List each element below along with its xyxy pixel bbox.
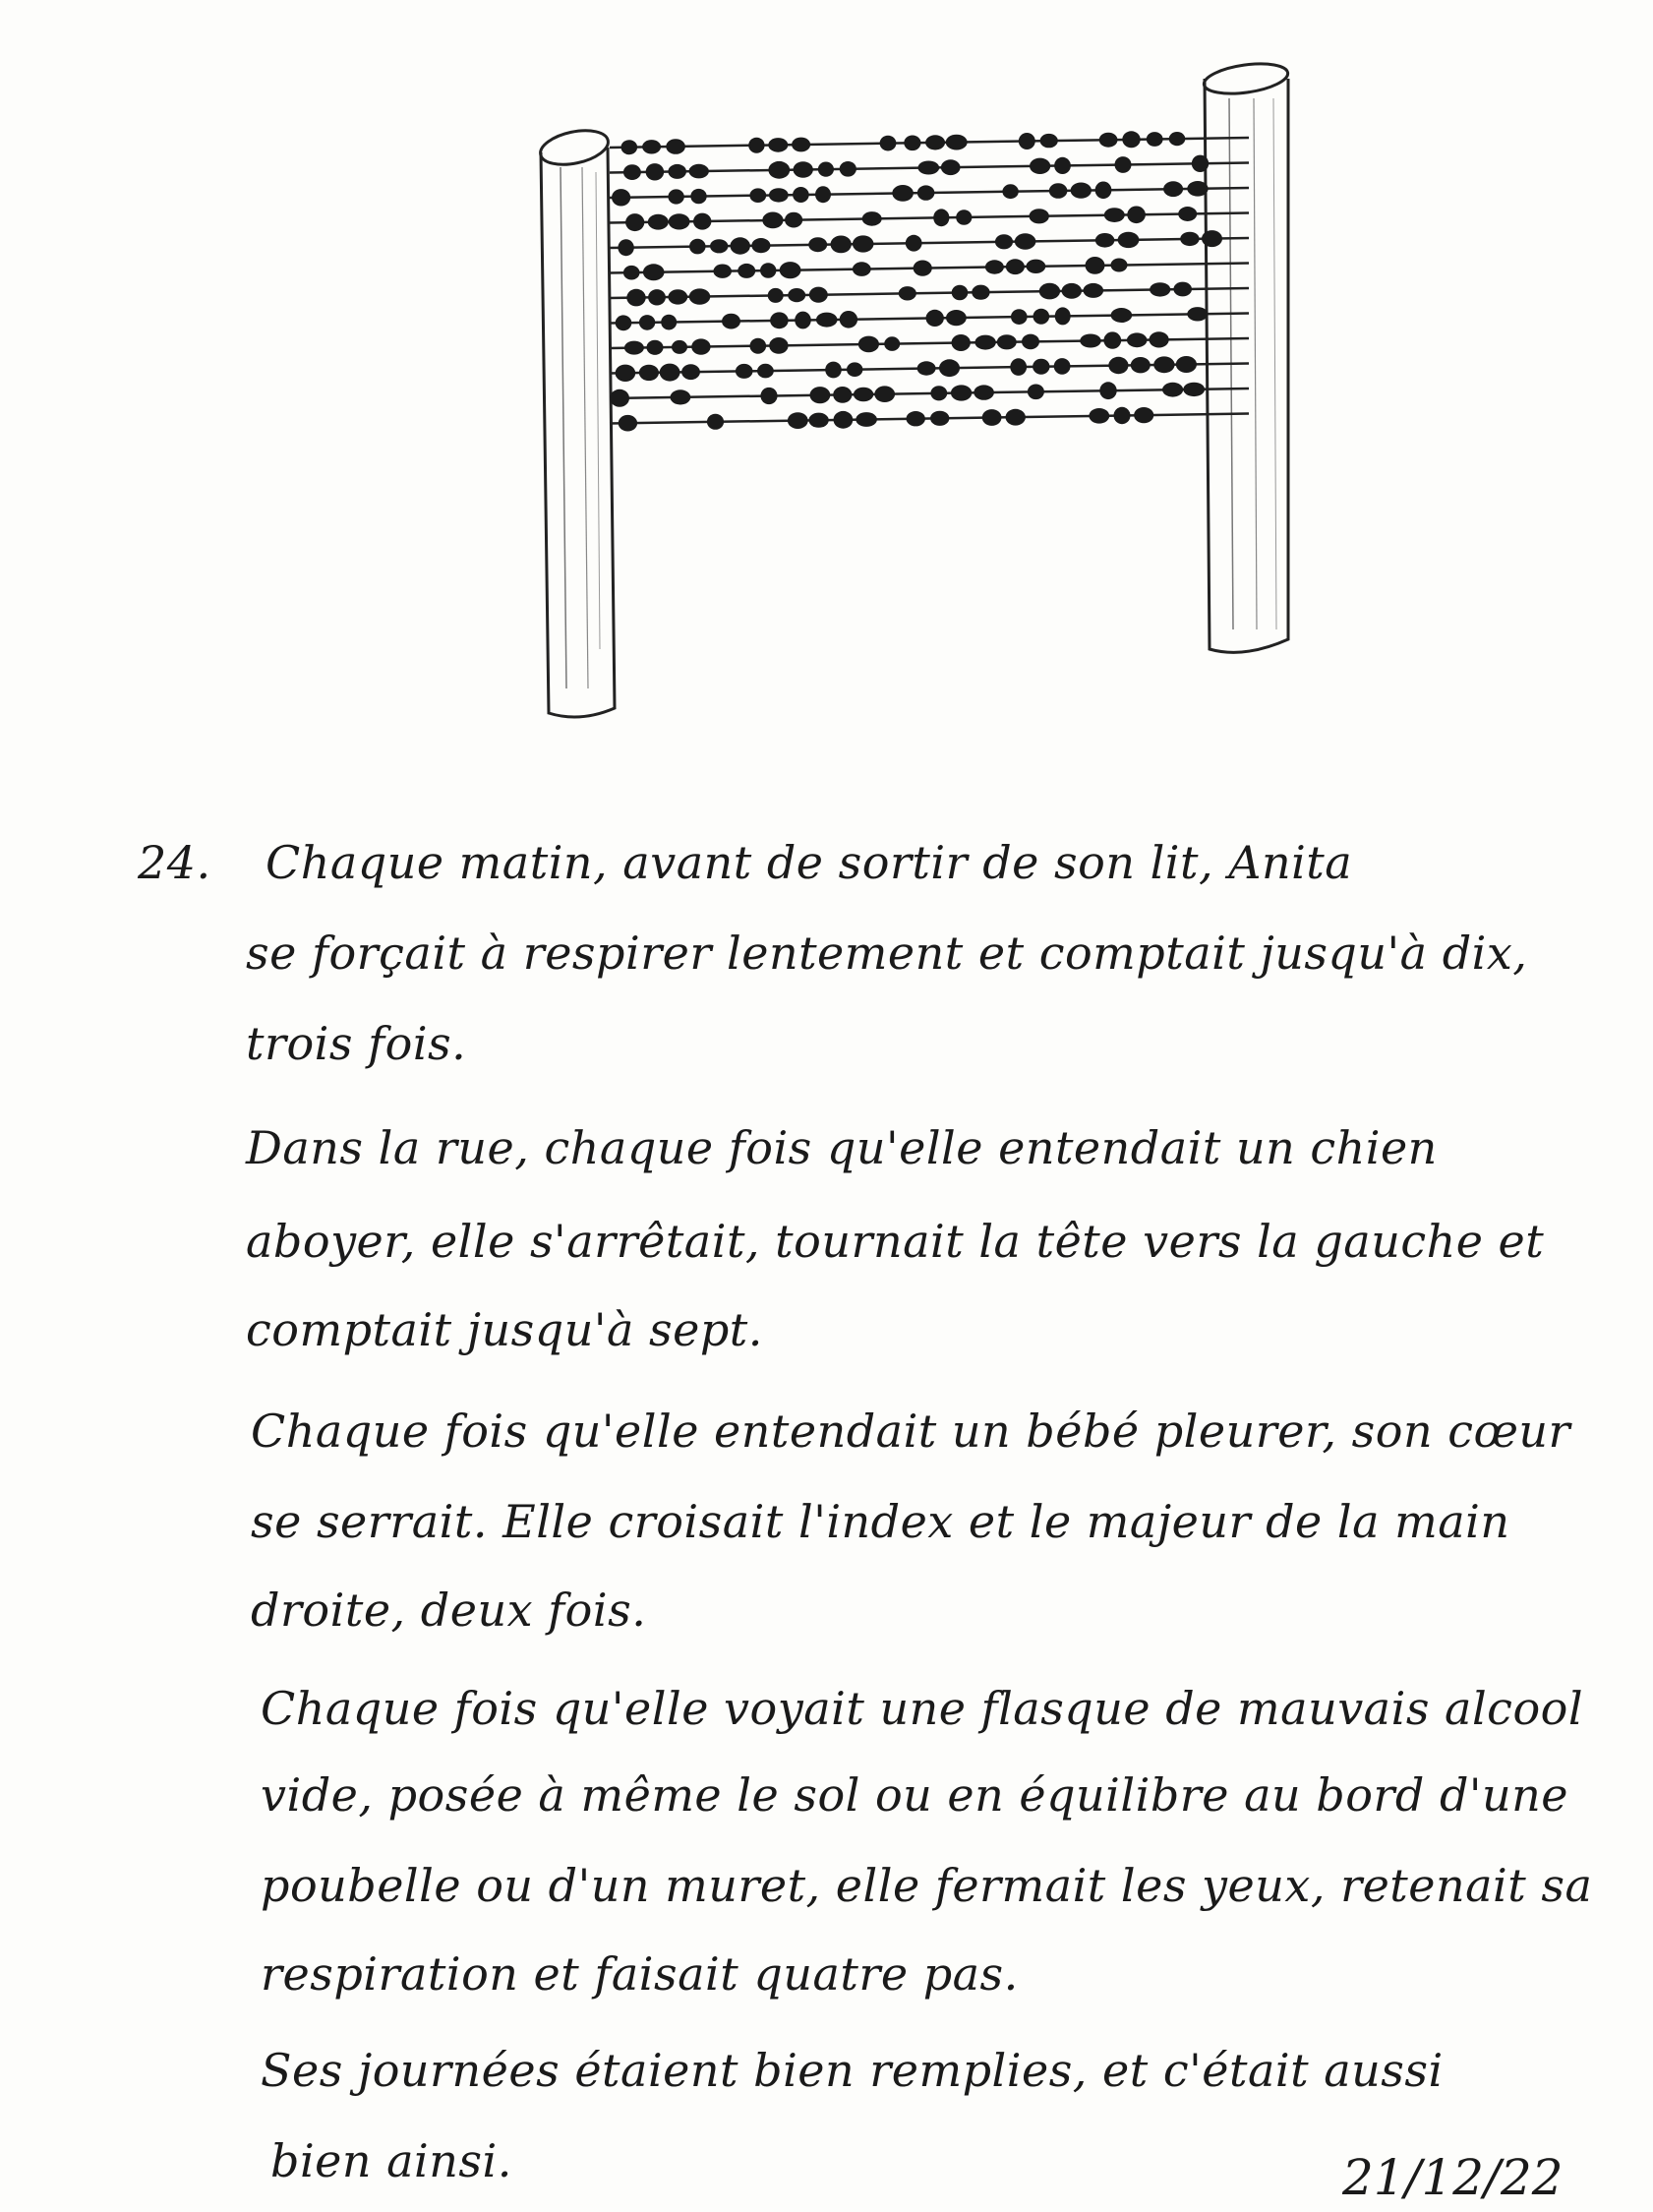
abacus-bead	[1173, 282, 1192, 297]
abacus-bead	[668, 189, 683, 204]
story-line: droite, deux fois.	[251, 1584, 647, 1637]
abacus-bead	[616, 365, 636, 382]
abacus-bead	[1011, 309, 1028, 325]
abacus-bead	[736, 364, 753, 379]
abacus-bead	[1111, 259, 1128, 272]
abacus-bead	[930, 411, 949, 426]
abacus-bead	[1162, 383, 1183, 397]
abacus-bead	[681, 364, 700, 380]
abacus-bead	[748, 138, 764, 153]
abacus-bead	[768, 288, 784, 303]
abacus-bead	[625, 213, 644, 231]
abacus-bead	[610, 389, 629, 407]
abacus-bead	[1104, 208, 1125, 222]
abacus-bead	[1006, 409, 1026, 426]
abacus-bead	[689, 288, 711, 304]
abacus-rod	[610, 389, 1249, 398]
abacus-bead	[793, 187, 809, 203]
abacus-bead	[1134, 407, 1153, 423]
abacus-bead	[794, 161, 813, 178]
story-line: se serrait. Elle croisait l'index et le majeur de la main	[251, 1495, 1510, 1548]
abacus-bead	[884, 336, 900, 351]
abacus-bead	[917, 361, 936, 375]
abacus-bead	[710, 239, 728, 253]
abacus-bead	[623, 266, 640, 280]
abacus-bead	[1089, 408, 1109, 424]
abacus-bead	[853, 262, 871, 276]
abacus-bead	[612, 189, 630, 206]
abacus-bead	[1080, 334, 1101, 348]
abacus-bead	[808, 413, 828, 428]
abacus-bead	[690, 189, 706, 204]
abacus-bead	[1015, 233, 1036, 249]
abacus-bead	[785, 212, 802, 228]
abacus-bead	[974, 335, 995, 350]
abacus-bead	[933, 209, 949, 226]
abacus-bead	[1108, 357, 1128, 374]
abacus-bead	[1180, 232, 1199, 246]
abacus-bead	[1163, 181, 1183, 197]
abacus-bead	[1114, 407, 1131, 424]
abacus-bead	[1006, 259, 1025, 274]
story-line: vide, posée à même le sol ou en équilibre au bord d'une	[261, 1768, 1569, 1822]
abacus-bead	[925, 135, 945, 149]
abacus-bead	[672, 340, 687, 354]
abacus-bead	[769, 188, 789, 202]
abacus-bead	[623, 164, 641, 180]
abacus-bead	[749, 188, 766, 203]
abacus-bead	[808, 237, 827, 252]
abacus-bead	[788, 288, 805, 302]
abacus-bead	[722, 314, 740, 329]
story-line: trois fois.	[246, 1017, 467, 1070]
abacus-bead	[853, 235, 874, 252]
story-line: respiration et faisait quatre pas.	[261, 1947, 1019, 2001]
abacus-bead	[1150, 282, 1170, 296]
abacus-bead	[691, 338, 710, 354]
abacus-bead	[1099, 382, 1116, 399]
abacus-bead	[1153, 356, 1174, 373]
abacus-bead	[769, 337, 788, 354]
abacus-bead	[689, 239, 706, 255]
abacus-bead	[816, 313, 838, 328]
abacus-bead	[917, 185, 935, 200]
abacus-bead	[1033, 359, 1049, 375]
story-line: bien ainsi.	[270, 2134, 512, 2187]
abacus-bead	[880, 136, 897, 151]
abacus-bead	[1187, 307, 1208, 321]
abacus-bead	[985, 260, 1004, 273]
abacus-bead	[939, 359, 960, 377]
abacus-bead	[621, 140, 638, 154]
abacus-bead	[1127, 332, 1148, 347]
story-line: Chaque matin, avant de sortir de son lit, Anita	[266, 836, 1353, 889]
abacus-bead	[1115, 156, 1132, 173]
abacus-bead	[840, 161, 856, 177]
abacus-bead	[917, 161, 939, 175]
abacus-bead	[951, 385, 972, 400]
abacus-bead	[671, 389, 691, 404]
abacus-bead	[1010, 358, 1027, 376]
story-line: Ses journées étaient bien remplies, et c'était aussi	[261, 2044, 1444, 2097]
abacus-bead	[646, 163, 665, 180]
abacus-bead	[815, 186, 831, 203]
abacus-bead	[946, 135, 968, 150]
abacus-bead	[795, 312, 811, 329]
abacus-bead	[952, 334, 971, 351]
abacus-bead	[1062, 283, 1082, 299]
abacus-bead	[952, 285, 969, 300]
abacus-bead	[780, 262, 801, 278]
page-date: 21/12/22	[1342, 2149, 1564, 2206]
abacus-bead	[647, 340, 664, 355]
abacus-bead	[1202, 230, 1222, 247]
abacus-bead	[648, 214, 669, 230]
abacus-bead	[946, 310, 967, 326]
abacus-bead	[809, 287, 828, 303]
abacus-bead	[618, 239, 633, 256]
abacus-bead	[1022, 334, 1039, 350]
abacus-bead	[1103, 331, 1121, 348]
abacus-left-post	[537, 125, 615, 717]
abacus-bead	[1054, 358, 1071, 375]
story-line: Chaque fois qu'elle voyait une flasque de mauvais alcool	[261, 1682, 1584, 1735]
abacus-bead	[768, 138, 788, 152]
abacus-bead	[1095, 233, 1115, 248]
abacus-bead	[1111, 308, 1133, 323]
abacus-bead	[997, 334, 1017, 349]
abacus-bead	[1086, 257, 1105, 274]
abacus-bead	[1040, 134, 1058, 148]
abacus-bead	[1147, 132, 1163, 147]
abacus-bead	[974, 385, 994, 399]
abacus-bead	[792, 138, 810, 152]
abacus-drawing	[521, 59, 1328, 747]
abacus-bead	[1192, 155, 1209, 172]
abacus-bead	[914, 261, 932, 276]
abacus-bead	[1131, 357, 1151, 373]
abacus-bead	[689, 164, 709, 179]
abacus-bead	[643, 264, 665, 280]
abacus-bead	[1030, 158, 1050, 174]
abacus-bead	[899, 286, 916, 300]
abacus-bead	[1039, 283, 1060, 300]
abacus-bead	[930, 386, 947, 400]
abacus-bead	[1002, 184, 1018, 199]
abacus-bead	[660, 364, 680, 382]
story-line: poubelle ou d'un muret, elle fermait les yeux, retenait sa	[261, 1859, 1593, 1912]
abacus-bead	[762, 212, 783, 229]
abacus-bead	[1084, 283, 1104, 298]
abacus-bead	[825, 362, 842, 379]
abacus-bead	[616, 315, 632, 330]
abacus-bead	[834, 411, 854, 429]
abacus-bead	[770, 312, 789, 329]
abacus-bead	[874, 386, 895, 402]
story-line: se forçait à respirer lentement et comptait jusqu'à dix,	[246, 927, 1528, 980]
abacus-bead	[760, 263, 776, 277]
abacus-bead	[738, 264, 755, 278]
abacus-bead	[624, 341, 644, 355]
abacus-bead	[856, 412, 877, 427]
abacus-bead	[1028, 385, 1044, 400]
abacus-bead	[760, 388, 777, 404]
abacus-bead	[1030, 209, 1049, 223]
abacus-bead	[810, 387, 831, 403]
abacus-right-post	[1202, 59, 1289, 652]
abacus-bead	[858, 336, 879, 353]
abacus-bead	[906, 235, 922, 252]
abacus-bead	[707, 414, 724, 430]
abacus-bead	[854, 388, 873, 402]
abacus-bead	[831, 236, 852, 254]
abacus-bead	[713, 265, 732, 278]
abacus-bead	[1054, 157, 1071, 174]
abacus-bead	[1169, 132, 1186, 146]
abacus-bead	[751, 238, 770, 253]
abacus-bead	[840, 311, 857, 329]
abacus-bead	[669, 213, 690, 229]
abacus-bead	[1176, 356, 1197, 373]
abacus-bead	[639, 365, 659, 381]
abacus-bead	[1178, 207, 1197, 221]
abacus-bead	[1127, 207, 1146, 224]
abacus-bead	[818, 162, 834, 177]
abacus-bead	[1033, 309, 1050, 325]
abacus-bead	[956, 209, 972, 225]
abacus-bead	[1095, 182, 1112, 200]
abacus-bead	[626, 289, 645, 307]
abacus-bead	[1099, 133, 1118, 148]
abacus-bead	[1122, 131, 1140, 148]
abacus-bead	[1183, 383, 1205, 396]
abacus-bead	[668, 289, 687, 304]
abacus-bead	[668, 164, 686, 179]
abacus-bead	[904, 136, 920, 151]
abacus-bead	[693, 213, 711, 230]
abacus-bead	[1027, 260, 1046, 273]
abacus-bead	[1049, 183, 1068, 199]
abacus-bead	[639, 315, 655, 330]
story-number: 24.	[138, 836, 211, 889]
abacus-bead	[941, 159, 961, 175]
abacus-bead	[788, 412, 808, 429]
abacus-bead	[1150, 331, 1169, 347]
story-line: Dans la rue, chaque fois qu'elle entendait un chien	[246, 1121, 1438, 1174]
story-line: comptait jusqu'à sept.	[246, 1303, 763, 1356]
abacus-bead	[847, 362, 862, 377]
abacus-bead	[757, 364, 774, 379]
abacus-bead	[982, 409, 1002, 426]
abacus-bead	[907, 411, 925, 426]
story-line: Chaque fois qu'elle entendait un bébé pleurer, son cœur	[251, 1405, 1571, 1458]
abacus-bead	[1071, 183, 1092, 199]
abacus-bead	[926, 310, 944, 327]
abacus-bead	[833, 387, 852, 403]
abacus-bead	[995, 234, 1013, 249]
abacus-bead	[1019, 133, 1035, 149]
abacus-bead	[892, 185, 914, 202]
abacus-bead	[972, 285, 989, 300]
abacus-bead	[862, 211, 882, 226]
abacus-bead	[1187, 181, 1208, 197]
abacus-bead	[648, 289, 666, 305]
abacus-bead	[750, 338, 767, 354]
abacus-bead	[666, 139, 685, 154]
abacus-bead	[661, 315, 677, 330]
abacus-bead	[1118, 232, 1140, 248]
abacus-bead	[619, 415, 637, 432]
story-line: aboyer, elle s'arrêtait, tournait la tête vers la gauche et	[246, 1215, 1545, 1268]
abacus-bead	[1055, 307, 1071, 325]
abacus-rods	[610, 131, 1249, 431]
abacus-bead	[731, 237, 750, 254]
abacus-bead	[642, 140, 661, 153]
abacus-bead	[768, 161, 790, 179]
